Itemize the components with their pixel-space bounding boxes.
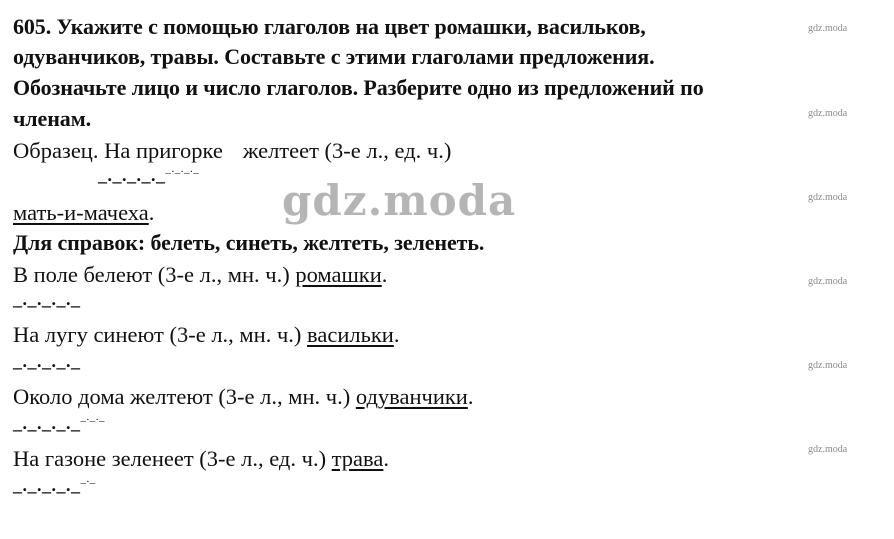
task-line-4: членам.	[13, 106, 91, 131]
sample-line	[13, 138, 451, 164]
sentence-3-text: Около дома желтеют (3-е л., мн. ч.)	[13, 384, 356, 409]
sentence-4-predicate-marks: _._._._._	[13, 475, 81, 495]
sample-verb: желтеет (3-е л., ед. ч.)	[242, 138, 452, 163]
sample-subject-line	[13, 200, 154, 226]
sentence-3-predicate-marks: _._._._._	[13, 413, 81, 433]
sentence-3-subject: одуванчики	[355, 384, 468, 409]
sentence-4	[13, 446, 389, 472]
watermark-small-5: gdz.moda	[808, 360, 848, 371]
watermark-small-3: gdz.moda	[808, 192, 848, 203]
sentence-1	[13, 262, 387, 288]
sentence-3-modifier-marks: _._._	[80, 411, 105, 423]
sentence-2	[13, 322, 399, 348]
task-line-1: 605. Укажите с помощью глаголов на цвет ромашки, васильков,	[13, 14, 646, 39]
sentence-3	[13, 384, 473, 410]
watermark-small-6: gdz.moda	[808, 444, 848, 455]
sentence-1-text: В поле белеют (3-е л., мн. ч.)	[13, 262, 296, 287]
watermark-small-1: gdz.moda	[808, 23, 848, 34]
sample-prefix: Образец. На пригорке	[13, 138, 223, 163]
sample-subject: мать-и-мачеха	[13, 200, 149, 225]
sentence-2-predicate-marks: _._._._._	[13, 351, 81, 371]
sentence-3-marks	[13, 411, 105, 435]
sentence-4-text: На газоне зеленеет (3-е л., ед. ч.)	[13, 446, 332, 471]
sentence-2-end: .	[393, 322, 400, 347]
sentence-4-modifier-marks: _._	[80, 473, 96, 485]
sample-marks	[98, 163, 200, 187]
sentence-2-text: На лугу синеют (3-е л., мн. ч.)	[13, 322, 308, 347]
task-line-3: Обозначьте лицо и число глаголов. Разберите одно из предложений по	[13, 75, 704, 100]
sentence-1-subject: ромашки	[295, 262, 382, 287]
watermark-small-2: gdz.moda	[808, 108, 848, 119]
sentence-2-marks	[13, 352, 81, 370]
sentence-1-end: .	[381, 262, 388, 287]
modifier-marks: _._._._	[165, 163, 200, 175]
sentence-3-end: .	[467, 384, 474, 409]
watermark-large: gdz.moda	[282, 176, 517, 225]
sentence-2-subject: васильки	[307, 322, 394, 347]
task-line-2: одуванчиков, травы. Составьте с этими глаголами предложения.	[13, 44, 655, 69]
watermark-small-4: gdz.moda	[808, 276, 848, 287]
predicate-marks: _._._._._	[98, 165, 166, 185]
sample-end: .	[148, 200, 155, 225]
sentence-1-marks	[13, 290, 81, 308]
sentence-4-marks	[13, 473, 96, 497]
sentence-4-subject: трава	[331, 446, 384, 471]
sentence-1-predicate-marks: _._._._._	[13, 289, 81, 309]
reference-line: Для справок: белеть, синеть, желтеть, зеленеть.	[13, 230, 485, 255]
sentence-4-end: .	[383, 446, 389, 471]
